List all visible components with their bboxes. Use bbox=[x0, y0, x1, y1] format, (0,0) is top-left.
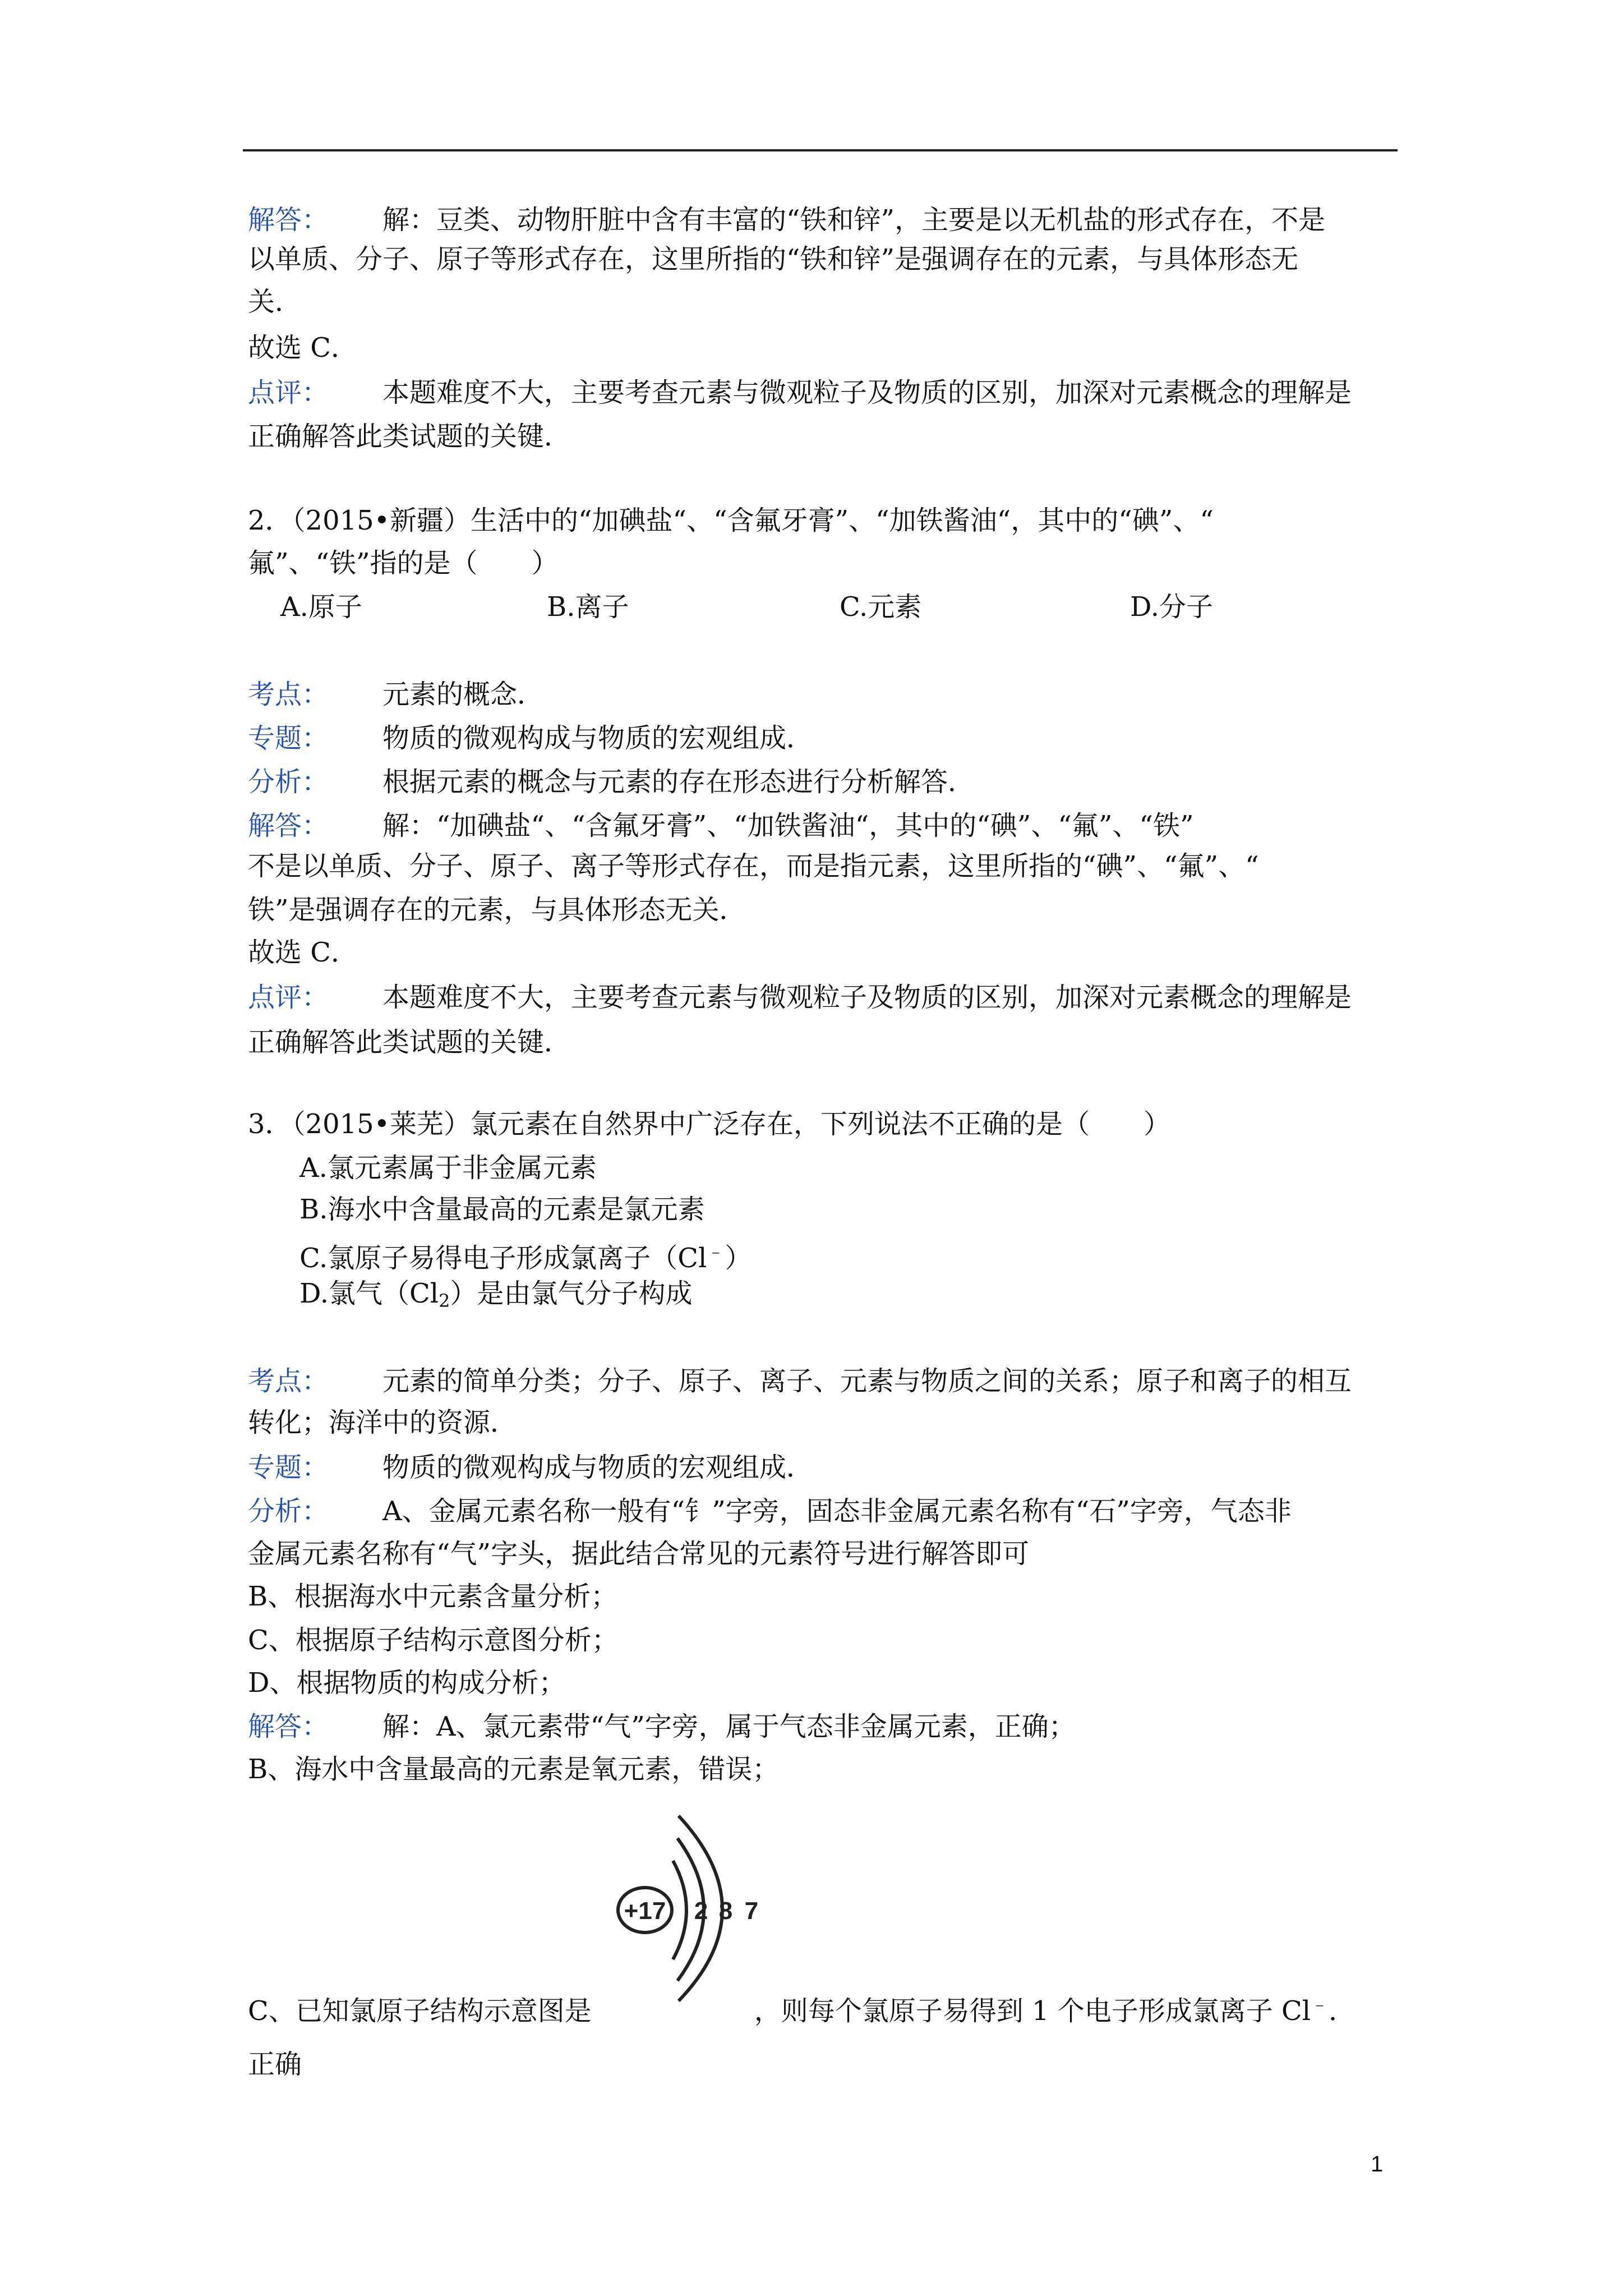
q2-stem-line-1: 2．（2015•新疆）生活中的“加碘盐“、“含氟牙膏”、“加铁酱油“，其中的“碘”、“ bbox=[248, 505, 1214, 536]
point-label: 考点： bbox=[248, 679, 329, 710]
q1-comment-line-1: 点评： 本题难度不大，主要考查元素与微观粒子及物质的区别，加深对元素概念的理解是 bbox=[248, 377, 1352, 408]
topic-label: 专题： bbox=[248, 723, 329, 754]
nucleus-label: +17 bbox=[624, 1897, 666, 1925]
q3-option-b: B.海水中含量最高的元素是氯元素 bbox=[299, 1194, 705, 1225]
comment-label: 点评： bbox=[248, 377, 329, 408]
chlorine-atom-structure-diagram bbox=[606, 1809, 785, 2005]
q3-option-d: D.氯气$(Cl_2)$是由氯气分子构成 bbox=[299, 1278, 693, 1312]
q2-comment-line-1: 点评： 本题难度不大，主要考查元素与微观粒子及物质的区别，加深对元素概念的理解是 bbox=[248, 982, 1352, 1013]
q1-answer-line-4: 故选 C． bbox=[248, 332, 358, 364]
q2-point-line: 考点： 元素的概念． bbox=[248, 679, 545, 710]
header-rule bbox=[243, 149, 1398, 151]
q3-answer-line-3: C、已知氯原子结构示意图是 ，则每个氯原子易得到 1 个电子形成氯离子 Cl﹣． bbox=[248, 1993, 1356, 2027]
comment-label: 点评： bbox=[248, 982, 329, 1013]
answer-label: 解答： bbox=[248, 810, 329, 841]
q2-answer-line-4: 故选 C． bbox=[248, 937, 358, 968]
q1-answer-line-3: 关． bbox=[248, 286, 302, 318]
q3-stem: 3．（2015•莱芜）氯元素在自然界中广泛存在，下列说法不正确的是（ ） bbox=[248, 1108, 1171, 1140]
q1-answer-line-2: 以单质、分子、原子等形式存在，这里所指的“铁和锌”是强调存在的元素，与具体形态无 bbox=[248, 243, 1299, 275]
q3-point-line-2: 转化；海洋中的资源． bbox=[248, 1407, 518, 1438]
answer-label: 解答： bbox=[248, 204, 329, 236]
q3-answer-line-1: 解答： 解：A、氯元素带“气”字旁，属于气态非金属元素，正确； bbox=[248, 1711, 1076, 1742]
q1-comment-line-2: 正确解答此类试题的关键． bbox=[248, 421, 571, 452]
q3-point-line-1: 考点： 元素的简单分类；分子、原子、离子、元素与物质之间的关系；原子和离子的相互 bbox=[248, 1365, 1352, 1397]
q2-answer-line-2: 不是以单质、分子、原子、离子等形式存在，而是指元素，这里所指的“碘”、“氟”、“ bbox=[248, 850, 1259, 882]
q3-analysis-line-3: B、根据海水中元素含量分析； bbox=[248, 1581, 618, 1612]
q2-option-d: D.分子 bbox=[1130, 591, 1214, 623]
analysis-label: 分析： bbox=[248, 766, 329, 798]
q3-option-c: C.氯原子易得电子形成氯离子（Cl﹣） bbox=[299, 1240, 752, 1274]
q3-analysis-line-1: 分析： A、金属元素名称一般有“钅”字旁，固态非金属元素名称有“石”字旁，气态非 bbox=[248, 1496, 1292, 1527]
q3-option-a: A.氯元素属于非金属元素 bbox=[299, 1152, 597, 1184]
q3-analysis-line-4: C、根据原子结构示意图分析； bbox=[248, 1625, 619, 1656]
q3-answer-line-4: 正确 bbox=[248, 2049, 302, 2080]
point-label: 考点： bbox=[248, 1365, 329, 1397]
q2-topic-line: 专题： 物质的微观构成与物质的宏观组成． bbox=[248, 723, 814, 754]
q2-answer-line-3: 铁”是强调存在的元素，与具体形态无关． bbox=[248, 894, 746, 926]
q2-answer-line-1: 解答： 解：“加碘盐“、“含氟牙膏”、“加铁酱油“，其中的“碘”、“氟”、“铁” bbox=[248, 810, 1194, 841]
q2-stem-line-2: 氟”、“铁”指的是（ ） bbox=[248, 547, 559, 579]
shell-1-electrons: 2 bbox=[694, 1897, 708, 1925]
answer-label: 解答： bbox=[248, 1711, 329, 1742]
q3-answer-line-2: B、海水中含量最高的元素是氧元素，错误； bbox=[248, 1754, 780, 1785]
q2-analysis-line: 分析： 根据元素的概念与元素的存在形态进行分析解答． bbox=[248, 766, 975, 798]
shell-2-electrons: 8 bbox=[718, 1897, 733, 1925]
q3-topic-line: 专题： 物质的微观构成与物质的宏观组成． bbox=[248, 1452, 814, 1483]
q3-analysis-line-2: 金属元素名称有“气”字头，据此结合常见的元素符号进行解答即可 bbox=[248, 1538, 1030, 1570]
q3-analysis-line-5: D、根据物质的构成分析； bbox=[248, 1667, 566, 1699]
q2-option-b: B.离子 bbox=[547, 591, 629, 623]
electron-shell-1 bbox=[673, 1861, 686, 1959]
q2-comment-line-2: 正确解答此类试题的关键． bbox=[248, 1027, 571, 1058]
page-number: 1 bbox=[1371, 2152, 1384, 2177]
shell-3-electrons: 7 bbox=[744, 1897, 759, 1925]
q1-answer-line-1: 解答： 解：豆类、动物肝脏中含有丰富的“铁和锌”，主要是以无机盐的形式存在，不是 bbox=[248, 204, 1326, 236]
topic-label: 专题： bbox=[248, 1452, 329, 1483]
q2-option-c: C.元素 bbox=[840, 591, 922, 623]
q2-option-a: A.原子 bbox=[280, 591, 362, 623]
analysis-label: 分析： bbox=[248, 1496, 329, 1527]
